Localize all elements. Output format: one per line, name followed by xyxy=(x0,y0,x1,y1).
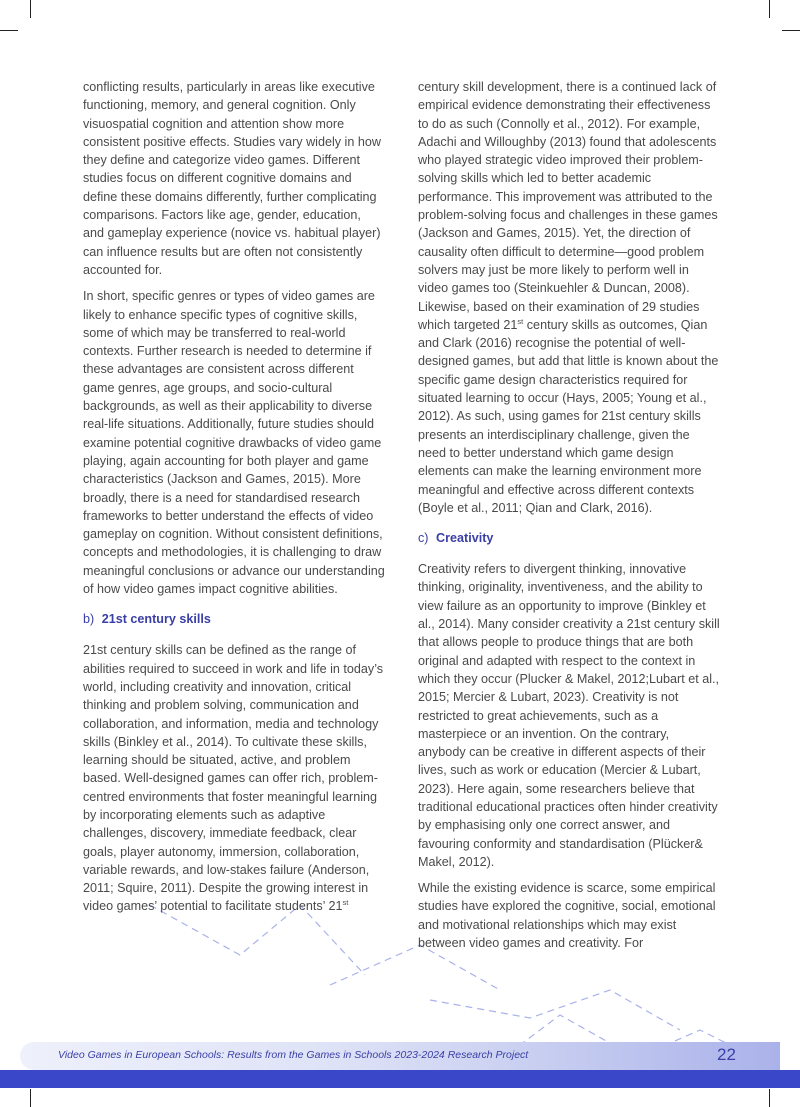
body-text: 21st century skills can be defined as the range of abilities required to succeed in work and life in today’s world, including creativity and innovation, critical thinking and problem solving, communication and collaboration, and information, media and technology skills (Binkley et al., 2014). To cultivate these skills, learning should be situated, active, and problem based. Well-designed games can offer rich, problem-centred environments that foster meaningful learning by incorporating elements such as adaptive challenges, discovery, immediate feedback, clear goals, player autonomy, immersion, collaboration, variable rewards, and low-stakes failure (Anderson, 2011; Squire, 2011). Despite the growing interest in video games’ potential to facilitate students’ 21 xyxy=(83,643,384,914)
section-letter: b) xyxy=(83,612,95,627)
body-text: century skills as outcomes, Qian and Clark (2016) recognise the potential of well-designed games, but add that little is known about the specific game design characteristics required for situated learning to occur (Hays, 2005; Young et al., 2012). As such, using games for 21st century skills presents an interdisciplinary challenge, given the need to better understand which game design elements can make the learning environment more meaningful and effective across different contexts (Boyle et al., 2011; Qian and Clark, 2016). xyxy=(418,317,719,515)
body-paragraph: In short, specific genres or types of video games are likely to enhance specific types of cognitive skills, some of which may be transferred to real-world contexts. Further research is needed to determine if these advantages are consistent across different game genres, age groups, and socio-cultural backgrounds, as well as their applicability to diverse real-life situations. Additionally, future studies should examine potential cognitive drawbacks of video game playing, again accounting for both player and game characteristics (Jackson and Games, 2015). More broadly, there is a need for standardised research frameworks to better understand the effects of video gameplay on cognition. Without consistent definitions, concepts and methodologies, it is challenging to draw meaningful conclusions or advance our understanding of how video games impact cognitive abilities. xyxy=(83,289,385,597)
body-text: century skill development, there is a continued lack of empirical evidence demonstrating their effectiveness to do as such (Connolly et al., 2012). For example, Adachi and Willoughby (2013) found that adolescents who played strategic video improved their problem-solving skills which led to better academic performance. This improvement was attributed to the problem-solving focus and challenges in these games (Jackson and Games, 2015). Yet, the direction of causality often difficult to determine—good problem solvers may just be more likely to perform well in video games too (Steinkuehler & Duncan, 2008). Likewise, based on their examination of 29 studies which targeted 21 xyxy=(418,80,718,332)
crop-mark xyxy=(30,1089,31,1107)
page-footer xyxy=(20,1042,780,1070)
section-title: 21st century skills xyxy=(101,612,211,627)
section-heading-21st-century-skills xyxy=(83,610,385,628)
page-number: 22 xyxy=(717,1045,736,1064)
crop-mark xyxy=(782,30,800,31)
right-column xyxy=(418,78,720,960)
footer-caption: Video Games in European Schools: Results from the Games in Schools 2023-2024 Research Project xyxy=(58,1049,529,1061)
superscript: st xyxy=(517,316,524,326)
body-paragraph xyxy=(418,78,720,517)
section-heading-creativity xyxy=(418,529,720,547)
crop-mark xyxy=(30,0,31,18)
body-paragraph: Creativity refers to divergent thinking, innovative thinking, originality, inventiveness, and the ability to view failure as an opportunity to improve (Binkley et al., 2014). Many consider creativity a 21st century skill that allows people to produce things that are both original and adapted with respect to the context in which they occur (Plucker & Makel, 2012;Lubart et al., 2015; Mercier & Lubart, 2023). Creativity is not restricted to great achievements, such as a masterpiece or an invention. On the contrary, anybody can be creative in different aspects of their lives, such as work or education (Mercier & Lubart, 2023). Here again, some researchers believe that traditional educational practices often hinder creativity by emphasising only one correct answer, and favouring conformity and standardisation (Plücker& Makel, 2012). xyxy=(418,562,720,869)
left-column xyxy=(83,78,385,924)
body-paragraph xyxy=(83,641,385,915)
section-title: Creativity xyxy=(436,531,494,546)
footer-accent-band xyxy=(0,1070,800,1088)
section-letter: c) xyxy=(418,531,429,546)
crop-mark xyxy=(769,0,770,18)
superscript: st xyxy=(342,898,349,908)
crop-mark xyxy=(0,30,18,31)
body-paragraph: While the existing evidence is scarce, some empirical studies have explored the cognitive, social, emotional and motivational relationships which may exist between video games and creativity. For xyxy=(418,881,716,951)
crop-mark xyxy=(769,1089,770,1107)
body-paragraph: conflicting results, particularly in areas like executive functioning, memory, and general cognition. Only visuospatial cognition and attention show more consistent positive effects. Studies vary widely in how they define and categorize video games. Different studies focus on different cognitive domains and define these domains differently, further complicating comparisons. Factors like age, gender, education, and gameplay experience (novice vs. habitual player) can influence results but are often not consistently accounted for. xyxy=(83,80,381,277)
